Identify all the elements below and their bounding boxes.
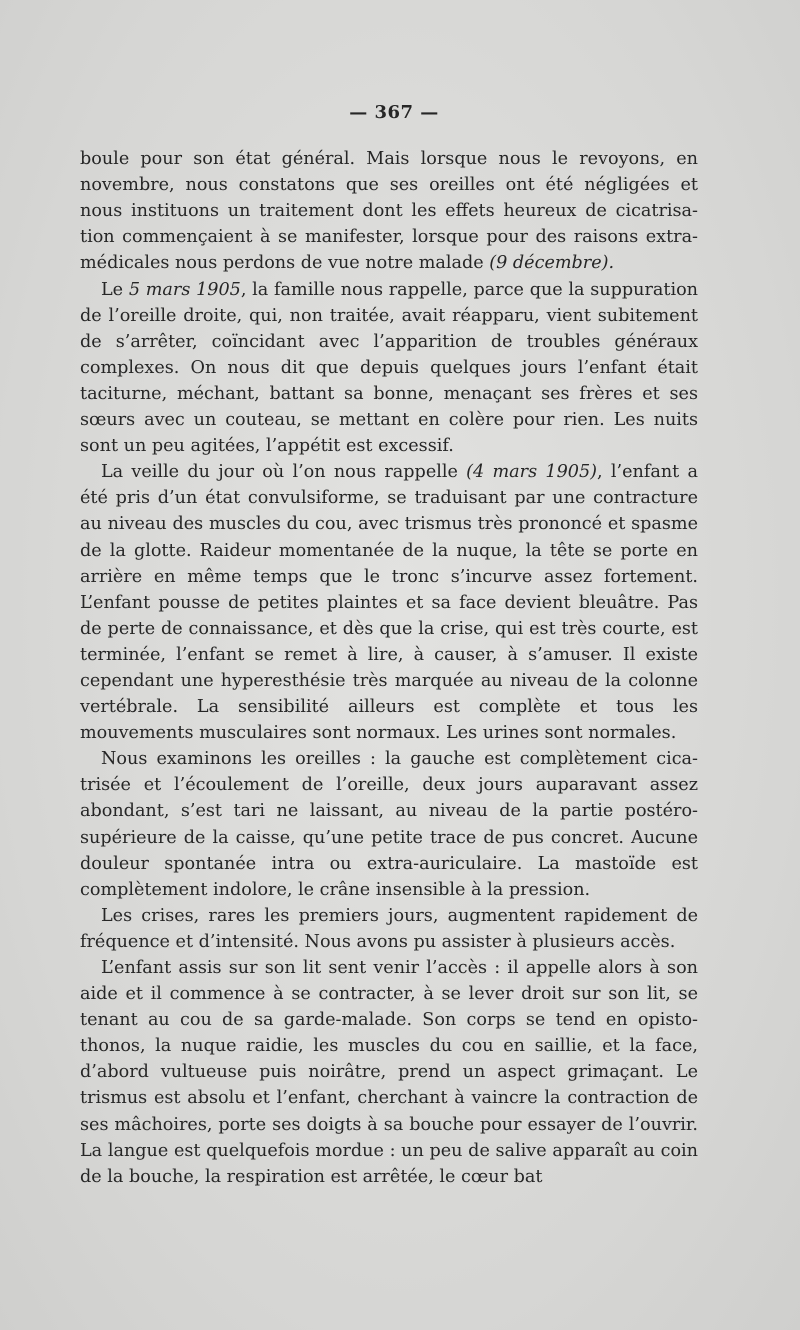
paragraph [80,955,698,1190]
paragraph [80,277,698,460]
text-segment: Nous examinons les oreilles : la gauche est complètement cicatrisée et l’écoulement de l’oreille, deux jours auparavant assez abondant, s’est tari ne laissant, au niveau de la partie postéro-supérieure de la caisse, qu’une petite trace de pus concret. Aucune douleur spontanée intra ou extra-auriculaire. La mastoïde est complètement indolore, le crâne insensible à la pression. [80,749,698,900]
text-segment: , l’enfant a été pris d’un état convulsiforme, se traduisant par une contracture au niveau des muscles du cou, avec trismus très prononcé et spasme de la glotte. Raideur momentanée de la nuque, la tête se porte en arrière en même temps que le tronc s’incurve assez fortement. L’enfant pousse de petites plaintes et sa face devient bleuâtre. Pas de perte de connaissance, et dès que la crise, qui est très courte, est terminée, l’enfant se remet à lire, à causer, à s’amuser. Il existe cependant une hyperesthésie très marquée au niveau de la colonne vertébrale. La sensibilité ailleurs est complète et tous les mouvements musculaires sont normaux. Les urines sont normales. [80,462,698,744]
paragraph [80,746,698,903]
text-segment: Les crises, rares les premiers jours, augmentent rapidement de fréquence et d’intensité. Nous avons pu assister à plusieurs accès. [80,905,698,952]
italic-text: (4 mars 1905) [466,462,598,483]
paragraph [80,459,698,746]
italic-text: 5 mars 1905 [128,279,241,300]
book-page [80,100,698,1190]
text-segment: , la famille nous rappelle, parce que la suppuration de l’oreille droite, qui, non traitée, avait réapparu, vient subitement de s’arrêter, coïncidant avec l’apparition de troubles généraux complexes. On nous dit que depuis quelques jours l’enfant était taciturne, méchant, battant sa bonne, menaçant ses frères et ses sœurs avec un couteau, se mettant en colère pour rien. Les nuits sont un peu agitées, l’appétit est excessif. [80,279,698,457]
text-segment: La veille du jour où l’on nous rappelle [101,462,467,483]
page-number: — 367 — [349,102,439,123]
paragraph [80,903,698,955]
paragraph [80,146,698,276]
text-segment: boule pour son état général. Mais lorsque nous le revoyons, en novembre, nous constatons que ses oreilles ont été négligées et nous instituons un traitement dont les effets heureux de cicatrisation commençaient à se manifester, lorsque pour des raisons extra-médicales nous perdons de vue notre malade [80,149,698,274]
text-segment: L’enfant assis sur son lit sent venir l’accès : il appelle alors à son aide et il commence à se contracter, à se lever droit sur son lit, se tenant au cou de sa garde-malade. Son corps se tend en opistothonos, la nuque raidie, les muscles du cou en saillie, et la face, d’abord vultueuse puis noirâtre, prend un aspect grimaçant. Le trismus est absolu et l’enfant, cherchant à vaincre la contraction de ses mâchoires, porte ses doigts à sa bouche pour essayer de l’ouvrir. La langue est quelquefois mordue : un peu de salive apparaît au coin de la bouche, la respiration est arrêtée, le cœur bat [80,958,698,1187]
text-segment: Le [101,279,129,300]
text-body [80,146,698,1190]
italic-text: (9 décembre). [489,253,615,274]
